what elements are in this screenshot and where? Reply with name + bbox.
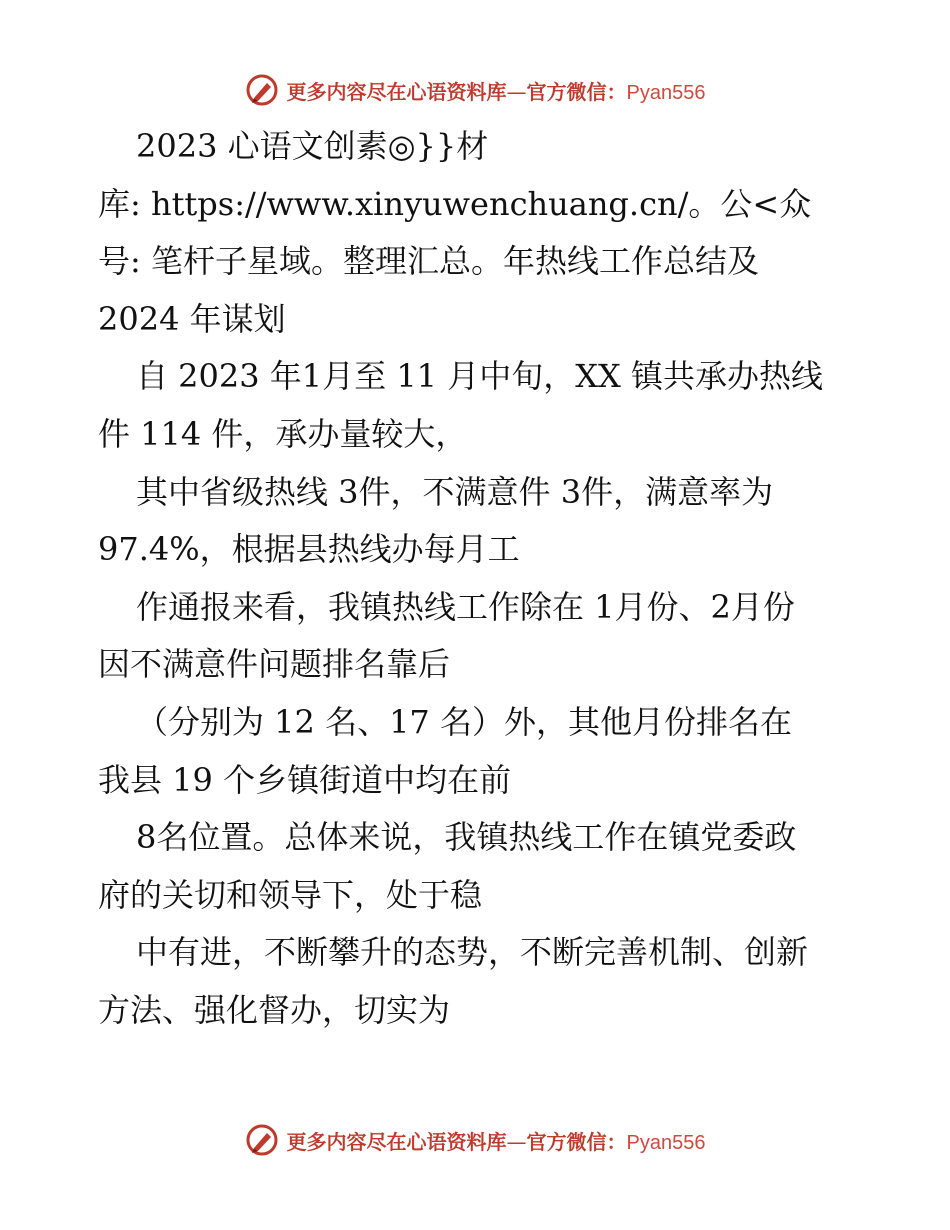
document-body: [98, 118, 878, 1040]
body-line: 因不满意件问题排名靠后: [98, 645, 451, 684]
watermark-dash: —: [506, 1129, 527, 1154]
body-line: 其中省级热线 3件，不满意件 3件，满意率为: [136, 472, 774, 511]
body-line: 中有进，不断攀升的态势，不断完善机制、创新: [136, 933, 809, 972]
watermark-label: 官方微信：: [526, 79, 627, 104]
body-line: 我县 19 个乡镇街道中均在前: [98, 760, 512, 799]
body-line: 号: 笔杆子星域。整理汇总。年热线工作总结及: [98, 242, 759, 281]
pen-logo-icon: [245, 1123, 279, 1157]
body-line: 作通报来看，我镇热线工作除在 1月份、2月份: [136, 587, 795, 626]
body-line: 库: https://www.xinyuwenchuang.cn/。公<众: [98, 184, 812, 223]
body-line: 2023 心语文创素◎}}材: [136, 127, 489, 165]
body-line: 2024 年谋划: [98, 299, 286, 338]
body-line: 府的关切和领导下，处于稳: [98, 875, 483, 914]
body-line: （分别为 12 名、17 名）外，其他月份排名在: [136, 702, 792, 741]
body-line: 自 2023 年1月至 11 月中旬，XX 镇共承办热线: [136, 357, 823, 396]
pen-logo-icon: [245, 73, 279, 107]
watermark-text: [287, 76, 706, 105]
watermark-label: 官方微信：: [526, 1129, 627, 1154]
watermark-id: Pyan556: [626, 1131, 706, 1154]
watermark-main: 更多内容尽在心语资料库: [286, 1129, 507, 1154]
watermark-main: 更多内容尽在心语资料库: [286, 79, 507, 104]
footer-watermark: [0, 1120, 950, 1160]
header-watermark: [0, 70, 950, 110]
body-line: 方法、强化督办，切实为: [98, 990, 451, 1029]
watermark-text: [287, 1126, 706, 1155]
watermark-dash: —: [506, 79, 527, 104]
body-line: 8名位置。总体来说，我镇热线工作在镇党委政: [136, 818, 797, 857]
body-line: 97.4%，根据县热线办每月工: [98, 530, 520, 569]
watermark-id: Pyan556: [626, 81, 706, 104]
body-line: 件 114 件，承办量较大，: [98, 414, 468, 453]
